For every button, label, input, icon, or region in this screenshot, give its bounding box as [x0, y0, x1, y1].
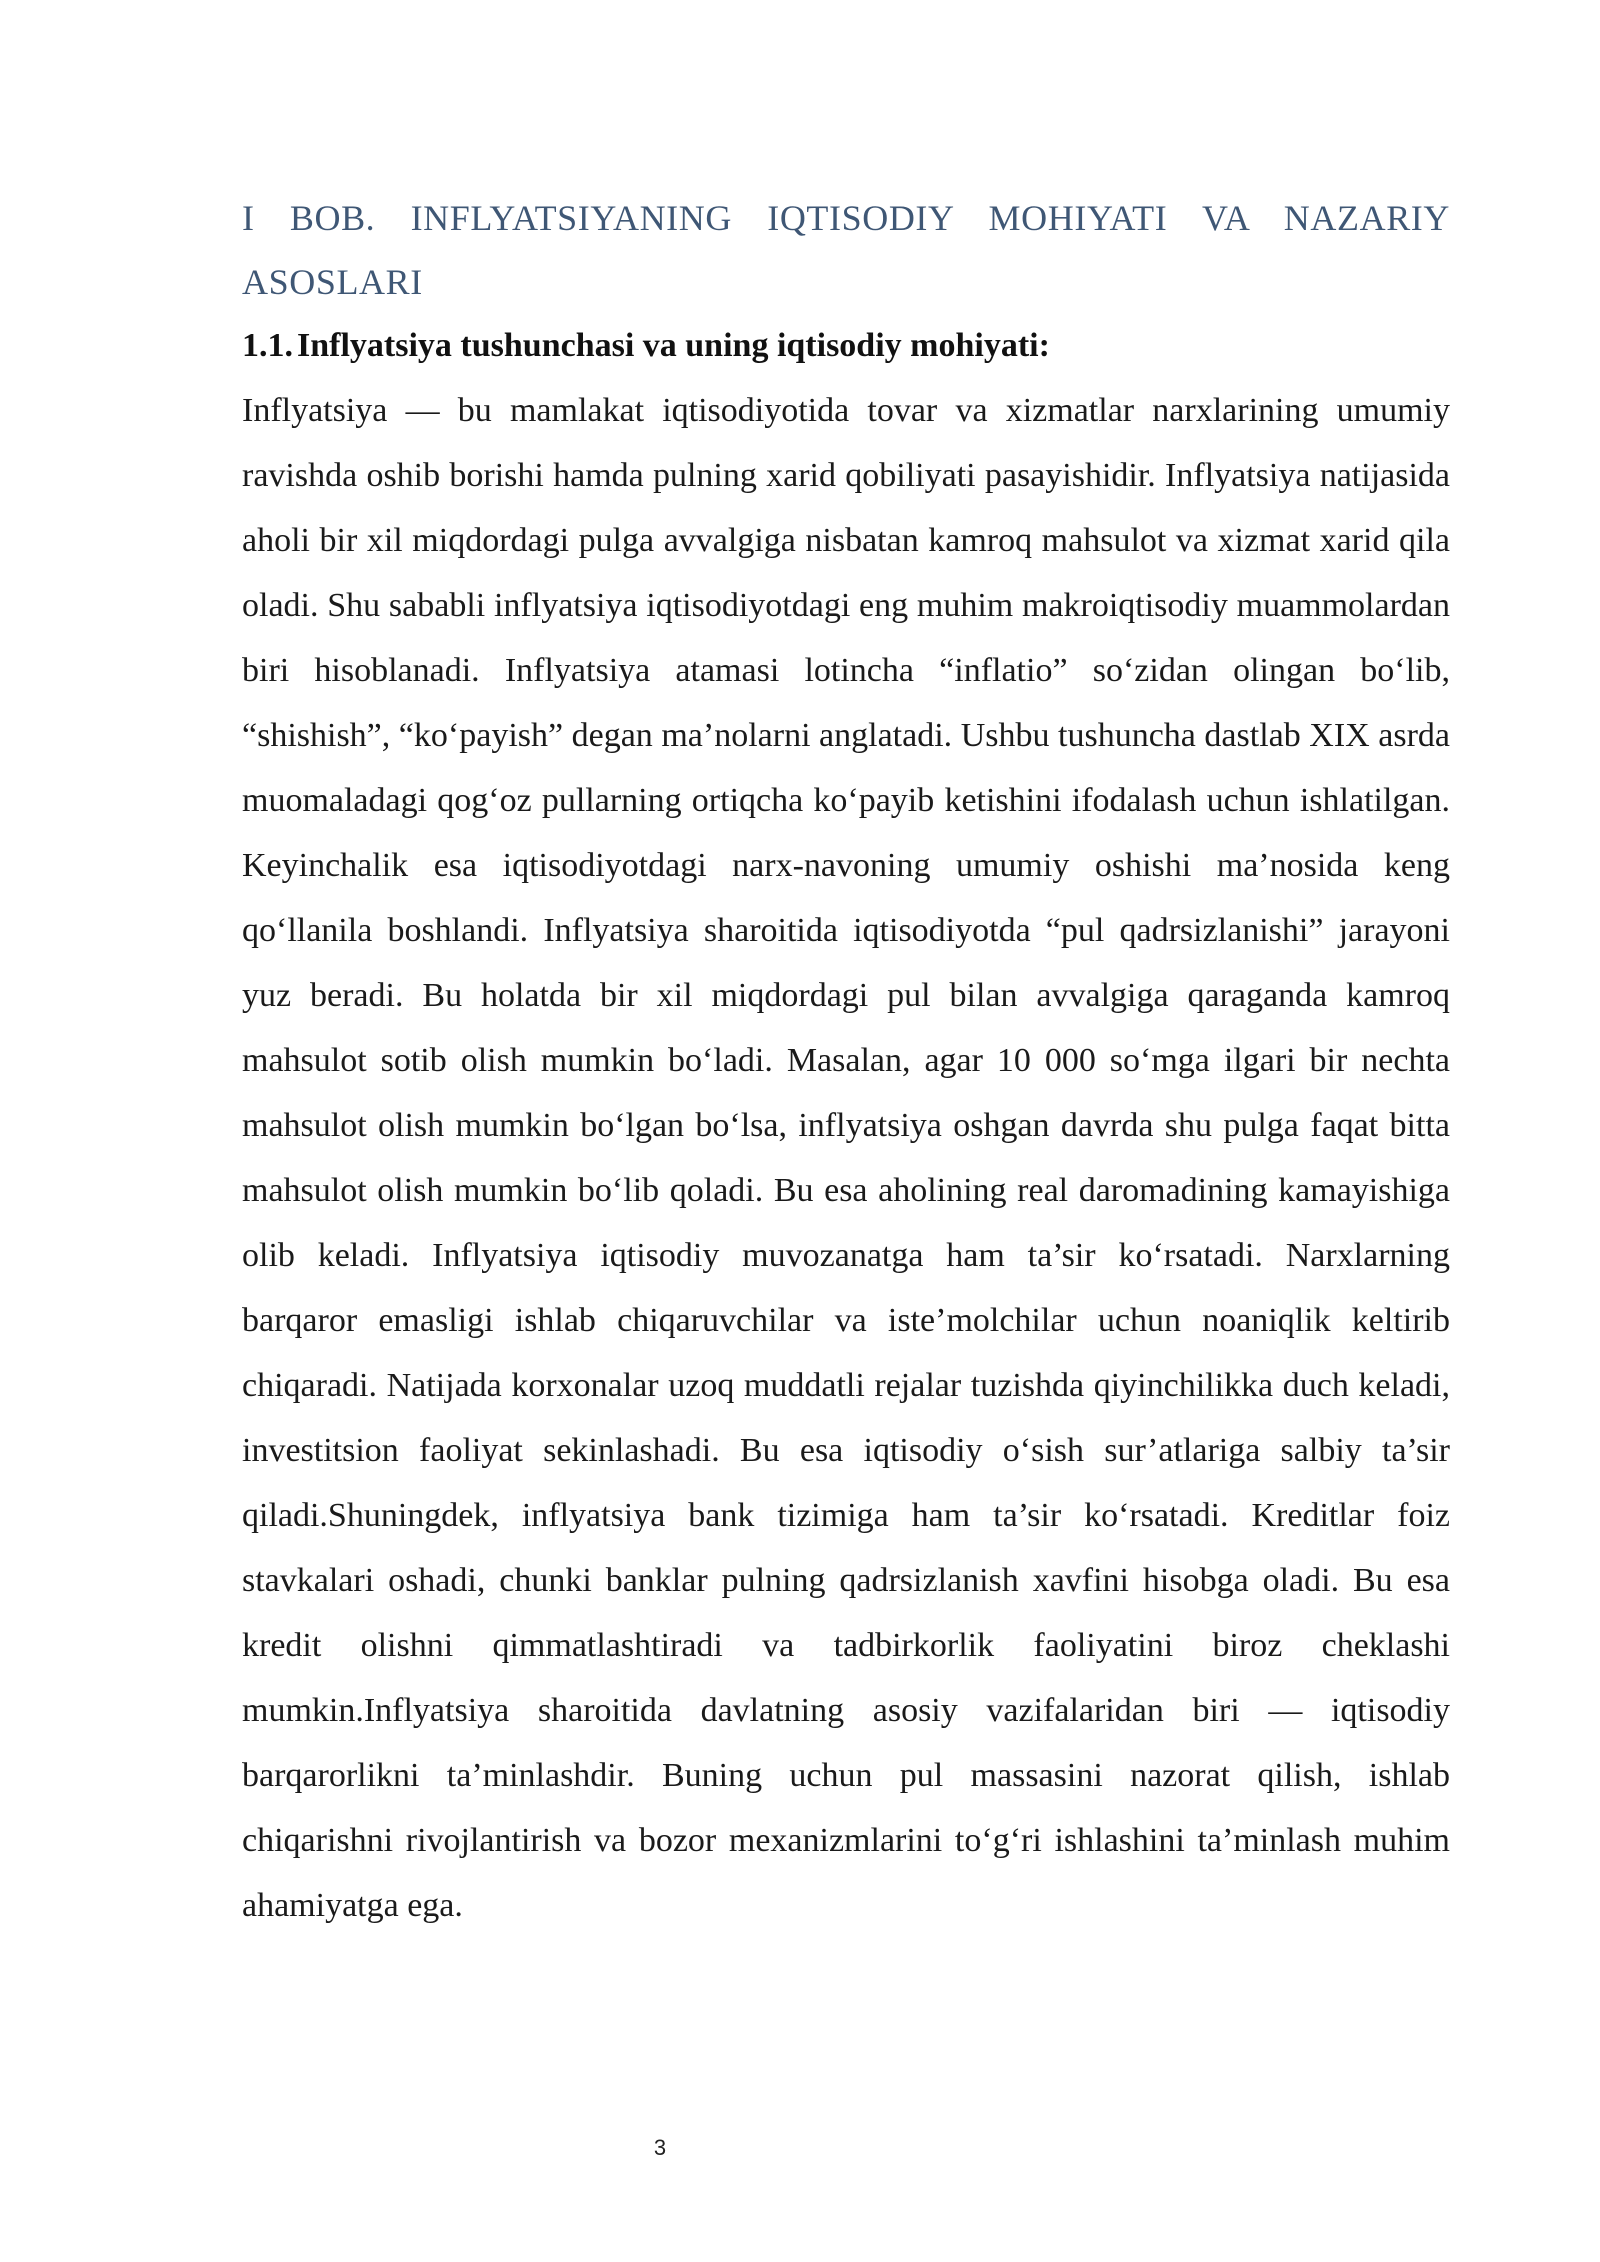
section-title: Inflyatsiya tushunchasi va uning iqtisodiy mohiyati: — [297, 327, 1050, 364]
section-number: 1.1. — [242, 327, 293, 364]
body-paragraph: Inflyatsiya — bu mamlakat iqtisodiyotida tovar va xizmatlar narxlarining umumiy ravishda oshib borishi hamda pulning xarid qobiliyati pasayishidir. Inflyatsiya natijasida aholi bir xil miqdordagi pulga avvalgiga nisbatan kamroq mahsulot va xizmat xarid qila oladi. Shu sababli inflyatsiya iqtisodiyotdagi eng muhim makroiqtisodiy muammolardan biri hisoblanadi. Inflyatsiya atamasi lotincha “inflatio” so‘zidan olingan bo‘lib, “shishish”, “ko‘payish” degan ma’nolarni anglatadi. Ushbu tushuncha dastlab XIX asrda muomaladagi qog‘oz pullarning ortiqcha ko‘payib ketishini ifodalash uchun ishlatilgan. Keyinchalik esa iqtisodiyotdagi narx-navoning umumiy oshishi ma’nosida keng qo‘llanila boshlandi. Inflyatsiya sharoitida iqtisodiyotda “pul qadrsizlanishi” jarayoni yuz beradi. Bu holatda bir xil miqdordagi pul bilan avvalgiga qaraganda kamroq mahsulot sotib olish mumkin bo‘ladi. Masalan, agar 10 000 so‘mga ilgari bir nechta mahsulot olish mumkin bo‘lgan bo‘lsa, inflyatsiya oshgan davrda shu pulga faqat bitta mahsulot olish mumkin bo‘lib qoladi. Bu esa aholining real daromadining kamayishiga olib keladi. Inflyatsiya iqtisodiy muvozanatga ham ta’sir ko‘rsatadi. Narxlarning barqaror emasligi ishlab chiqaruvchilar va iste’molchilar uchun noaniqlik keltirib chiqaradi. Natijada korxonalar uzoq muddatli rejalar tuzishda qiyinchilikka duch keladi, investitsion faoliyat sekinlashadi. Bu esa iqtisodiy o‘sish sur’atlariga salbiy ta’sir qiladi.Shuningdek, inflyatsiya bank tizimiga ham ta’sir ko‘rsatadi. Kreditlar foiz stavkalari oshadi, chunki banklar pulning qadrsizlanish xavfini hisobga oladi. Bu esa kredit olishni qimmatlashtiradi va tadbirkorlik faoliyatini biroz cheklashi mumkin.Inflyatsiya sharoitida davlatning asosiy vazifalaridan biri — iqtisodiy barqarorlikni ta’minlashdir. Buning uchun pul massasini nazorat qilish, ishlab chiqarishni rivojlantirish va bozor mexanizmlarini to‘g‘ri ishlashini ta’minlash muhim ahamiyatga ega. — [242, 392, 1450, 1924]
page-number: 3 — [653, 2135, 667, 2160]
chapter-title: I BOB. INFLYATSIYANING IQTISODIY MOHIYATI VA NAZARIY ASOSLARI — [242, 198, 1450, 302]
section-heading — [242, 314, 1450, 378]
document-page — [242, 186, 1450, 1938]
